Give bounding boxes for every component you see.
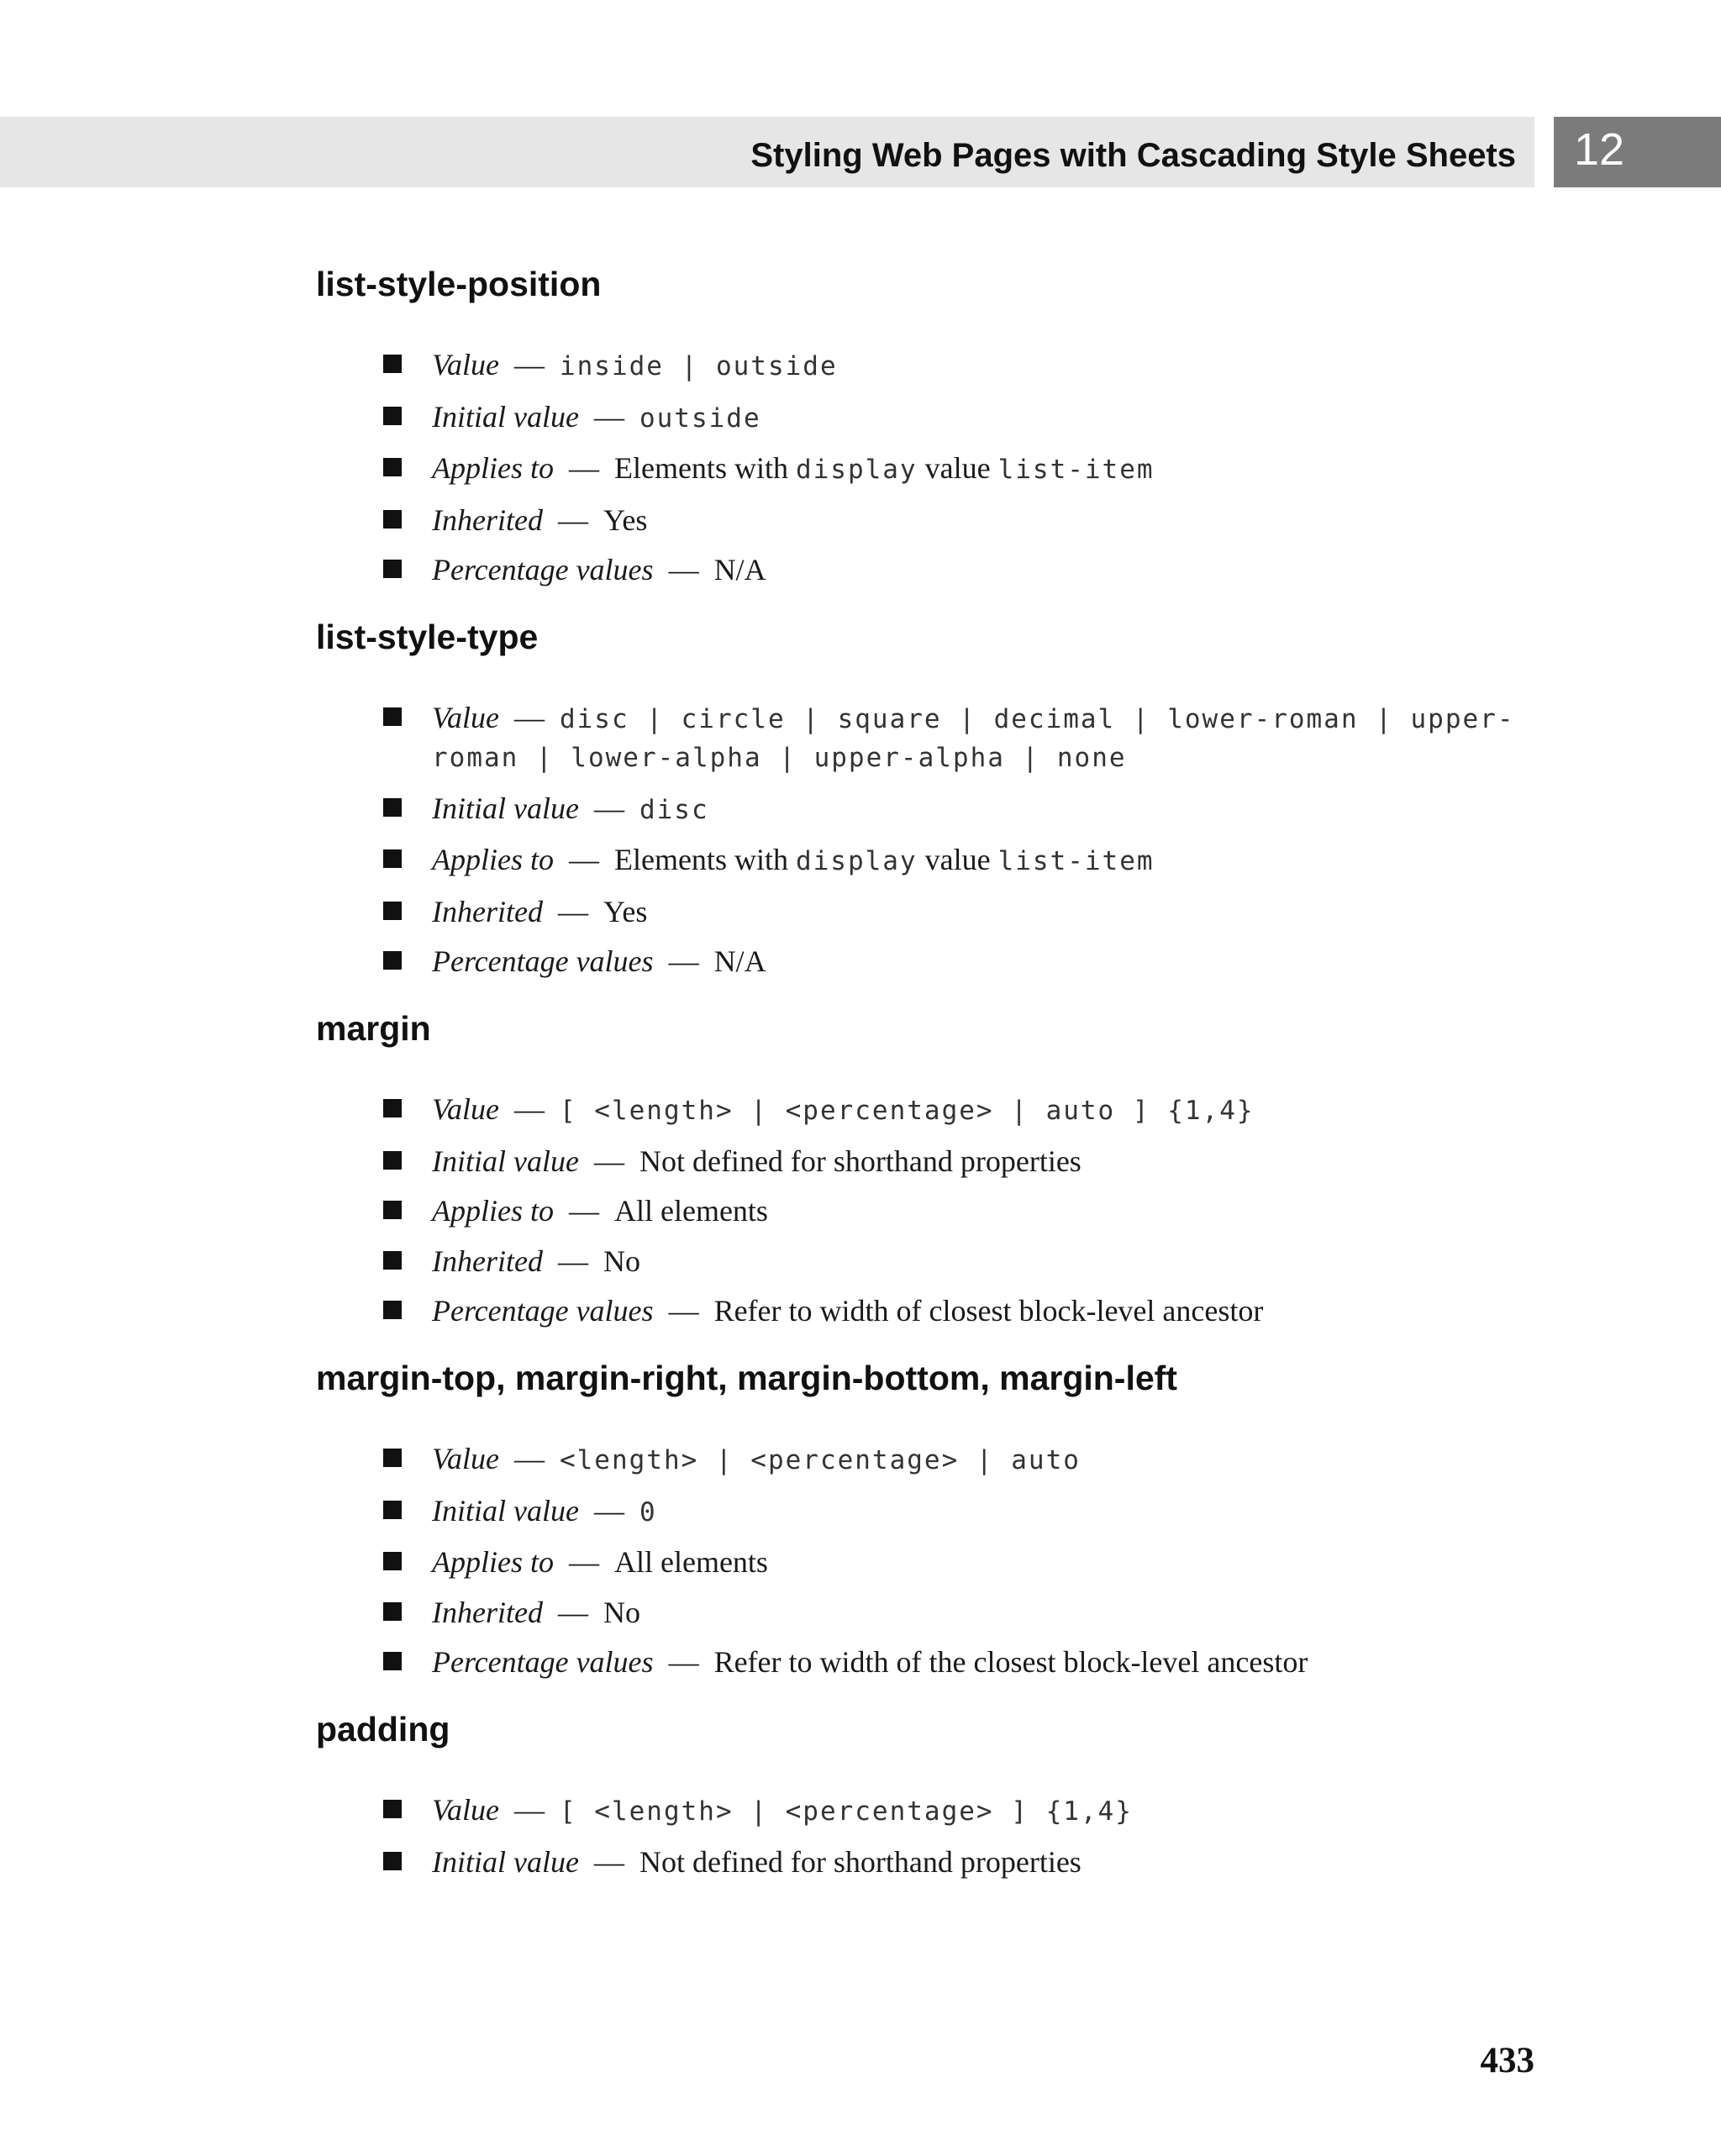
- property-row: [316, 1492, 1543, 1531]
- property-row: [316, 893, 1543, 930]
- em-dash: —: [513, 348, 545, 381]
- property-row: [316, 346, 1543, 385]
- code-value: disc: [639, 794, 709, 825]
- row-label: Value: [432, 1793, 499, 1827]
- property-row: [316, 1192, 1543, 1229]
- property-row: [316, 1440, 1543, 1479]
- square-bullet-icon: [383, 1301, 402, 1319]
- row-label: Percentage values: [432, 1645, 654, 1679]
- text-value: Not defined for shorthand properties: [639, 1144, 1082, 1178]
- property-row: [316, 1643, 1543, 1680]
- text-value: Refer to width of closest block-level ancestor: [713, 1294, 1264, 1328]
- square-bullet-icon: [383, 1652, 402, 1670]
- row-label: Percentage values: [432, 1294, 654, 1328]
- property-row: [316, 398, 1543, 437]
- property-row: [316, 502, 1543, 539]
- square-bullet-icon: [383, 707, 402, 726]
- row-label: Initial value: [432, 399, 579, 434]
- square-bullet-icon: [383, 1501, 402, 1519]
- code-value: display: [795, 455, 918, 485]
- em-dash: —: [557, 1244, 588, 1278]
- em-dash: —: [513, 1442, 545, 1475]
- em-dash: —: [593, 1493, 624, 1528]
- text-value: N/A: [713, 944, 766, 978]
- em-dash: —: [668, 1294, 699, 1328]
- row-label: Value: [432, 701, 499, 734]
- row-label: Applies to: [432, 1194, 554, 1228]
- em-dash: —: [513, 1793, 545, 1827]
- property-section: [316, 1353, 1543, 1680]
- em-dash: —: [557, 502, 588, 537]
- row-label: Initial value: [432, 1144, 579, 1178]
- em-dash: —: [568, 843, 599, 876]
- property-list: [316, 1091, 1543, 1329]
- row-label: Value: [432, 348, 499, 381]
- code-value: list-item: [997, 846, 1155, 876]
- property-list: [316, 346, 1543, 588]
- property-row: [316, 841, 1543, 880]
- row-label: Percentage values: [432, 553, 654, 586]
- property-row: [316, 1243, 1543, 1280]
- code-value: [ <length> | <percentage> ] {1,4}: [559, 1796, 1133, 1827]
- property-row: [316, 1292, 1543, 1329]
- property-row: [316, 1143, 1543, 1180]
- property-row: [316, 450, 1543, 488]
- square-bullet-icon: [383, 1201, 402, 1219]
- row-label: Inherited: [432, 502, 543, 537]
- em-dash: —: [593, 1844, 624, 1879]
- text-value: Yes: [603, 894, 648, 928]
- em-dash: —: [557, 1595, 588, 1629]
- row-label: Applies to: [432, 843, 554, 876]
- em-dash: —: [513, 1092, 545, 1126]
- row-label: Value: [432, 1442, 499, 1475]
- code-value: display: [795, 846, 918, 876]
- text-value: N/A: [713, 553, 766, 586]
- square-bullet-icon: [383, 458, 402, 476]
- property-list: [316, 1440, 1543, 1680]
- property-title: margin: [316, 1009, 431, 1048]
- em-dash: —: [593, 791, 624, 825]
- row-label: Inherited: [432, 1595, 543, 1629]
- square-bullet-icon: [383, 1602, 402, 1621]
- square-bullet-icon: [383, 1552, 402, 1570]
- text-value: All elements: [613, 1194, 768, 1228]
- property-row: [316, 1543, 1543, 1580]
- row-label: Value: [432, 1092, 499, 1126]
- square-bullet-icon: [383, 560, 402, 578]
- em-dash: —: [568, 1194, 599, 1228]
- property-section: [316, 1704, 1543, 1880]
- em-dash: —: [593, 399, 624, 434]
- row-label: Applies to: [432, 1545, 554, 1579]
- property-row: [316, 1843, 1543, 1880]
- property-section: [316, 612, 1543, 980]
- text-value: No: [603, 1244, 640, 1278]
- text-value: Not defined for shorthand properties: [639, 1844, 1082, 1879]
- row-label: Initial value: [432, 791, 579, 825]
- property-row: [316, 699, 1543, 776]
- property-row: [316, 790, 1543, 828]
- property-list: [316, 699, 1543, 980]
- code-value: 0: [639, 1496, 657, 1528]
- code-value: outside: [639, 402, 761, 434]
- row-label: Initial value: [432, 1493, 579, 1528]
- text-value: Yes: [603, 502, 648, 537]
- text-value: value: [917, 843, 998, 876]
- square-bullet-icon: [383, 902, 402, 920]
- em-dash: —: [513, 701, 545, 734]
- property-row: [316, 1791, 1543, 1830]
- text-value: Refer to width of the closest block-level ancestor: [713, 1645, 1308, 1679]
- property-section: [316, 259, 1543, 588]
- text-value: No: [603, 1595, 640, 1629]
- square-bullet-icon: [383, 1852, 402, 1870]
- property-list: [316, 1791, 1543, 1880]
- page-content: [316, 259, 1543, 1904]
- property-row: [316, 943, 1543, 980]
- code-value: disc | circle | square | decimal | lower-roman | upper-roman | lower-alpha | upper-alpha | none: [432, 704, 1515, 773]
- code-value: [ <length> | <percentage> | auto ] {1,4}: [559, 1096, 1255, 1126]
- em-dash: —: [568, 1545, 599, 1579]
- square-bullet-icon: [383, 1449, 402, 1467]
- text-value: All elements: [613, 1545, 768, 1579]
- row-label: Inherited: [432, 1244, 543, 1278]
- row-label: Percentage values: [432, 944, 654, 978]
- square-bullet-icon: [383, 1800, 402, 1818]
- text-value: value: [917, 451, 998, 485]
- text-value: Elements with: [613, 843, 796, 876]
- row-label: Applies to: [432, 451, 554, 485]
- property-section: [316, 1003, 1543, 1329]
- square-bullet-icon: [383, 355, 402, 373]
- square-bullet-icon: [383, 510, 402, 528]
- property-row: [316, 1091, 1543, 1129]
- em-dash: —: [668, 553, 699, 586]
- text-value: Elements with: [613, 451, 796, 485]
- em-dash: —: [557, 894, 588, 928]
- code-value: inside | outside: [559, 351, 838, 381]
- code-value: <length> | <percentage> | auto: [559, 1445, 1081, 1475]
- square-bullet-icon: [383, 407, 402, 425]
- running-header-title: Styling Web Pages with Cascading Style Sheets: [750, 137, 1516, 174]
- em-dash: —: [668, 944, 699, 978]
- property-title: margin-top, margin-right, margin-bottom, margin-left: [316, 1359, 1177, 1397]
- em-dash: —: [593, 1144, 624, 1178]
- property-row: [316, 551, 1543, 588]
- property-title: list-style-type: [316, 618, 539, 656]
- em-dash: —: [668, 1645, 699, 1679]
- page-number: 433: [1480, 2041, 1534, 2080]
- chapter-number: 12: [1574, 124, 1625, 175]
- row-label: Initial value: [432, 1844, 579, 1879]
- square-bullet-icon: [383, 1151, 402, 1170]
- square-bullet-icon: [383, 951, 402, 970]
- square-bullet-icon: [383, 1099, 402, 1117]
- property-row: [316, 1594, 1543, 1631]
- property-title: list-style-position: [316, 265, 602, 303]
- em-dash: —: [568, 451, 599, 485]
- square-bullet-icon: [383, 798, 402, 817]
- row-label: Inherited: [432, 894, 543, 928]
- square-bullet-icon: [383, 849, 402, 868]
- square-bullet-icon: [383, 1251, 402, 1270]
- property-title: padding: [316, 1710, 450, 1748]
- code-value: list-item: [997, 455, 1155, 485]
